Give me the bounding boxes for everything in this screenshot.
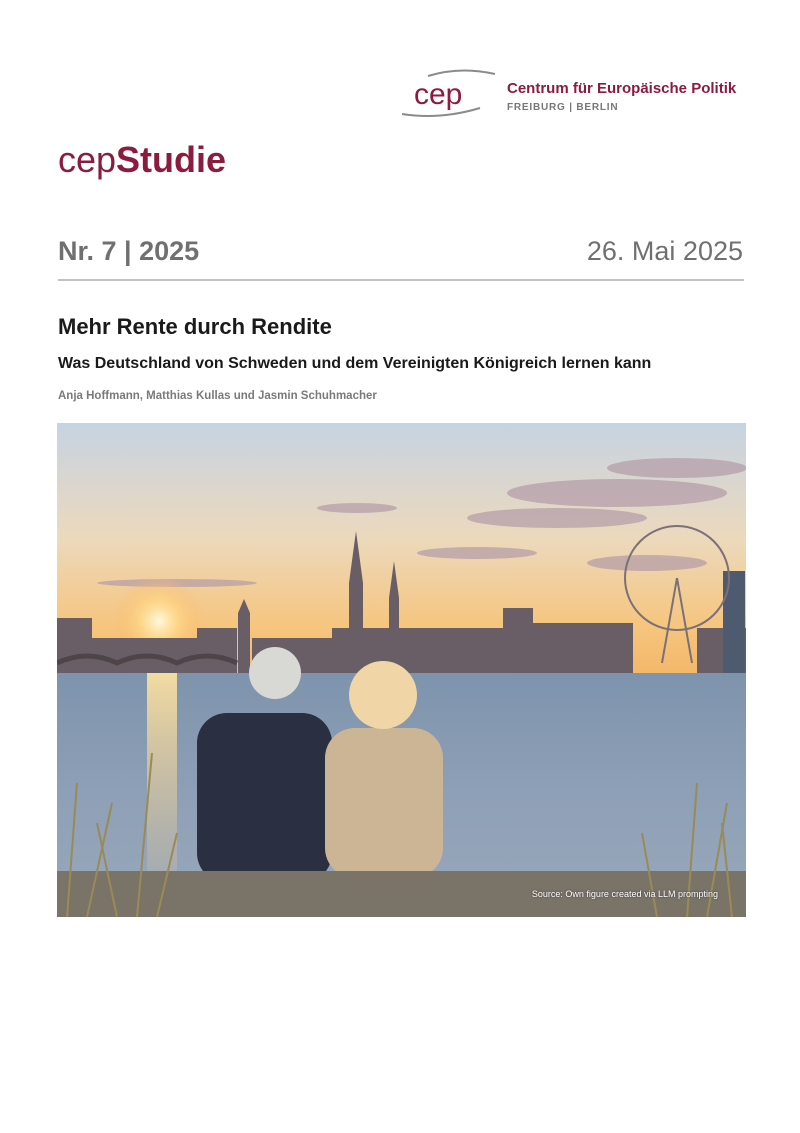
org-cities: FREIBURG | BERLIN [507,102,619,113]
series-name: Studie [116,139,227,180]
cep-logo[interactable] [400,66,745,122]
image-source-caption: Source: Own figure created via LLM prompting [531,889,718,899]
issue-number: Nr. 7 | 2025 [58,236,200,266]
cep-logo-mark [400,66,500,122]
document-title: Mehr Rente durch Rendite [58,314,332,339]
series-title [58,140,226,180]
cover-illustration [57,423,746,917]
org-name: Centrum für Europäische Politik [507,80,737,97]
series-prefix: cep [58,139,117,180]
cover-photo [57,423,746,917]
divider [58,279,744,281]
document-subtitle: Was Deutschland von Schweden und dem Vereinigten Königreich lernen kann [58,355,652,372]
cep-logo-text: cep [414,78,463,111]
document-authors: Anja Hoffmann, Matthias Kullas und Jasmin Schuhmacher [58,390,377,402]
publication-date: 26. Mai 2025 [586,236,743,266]
